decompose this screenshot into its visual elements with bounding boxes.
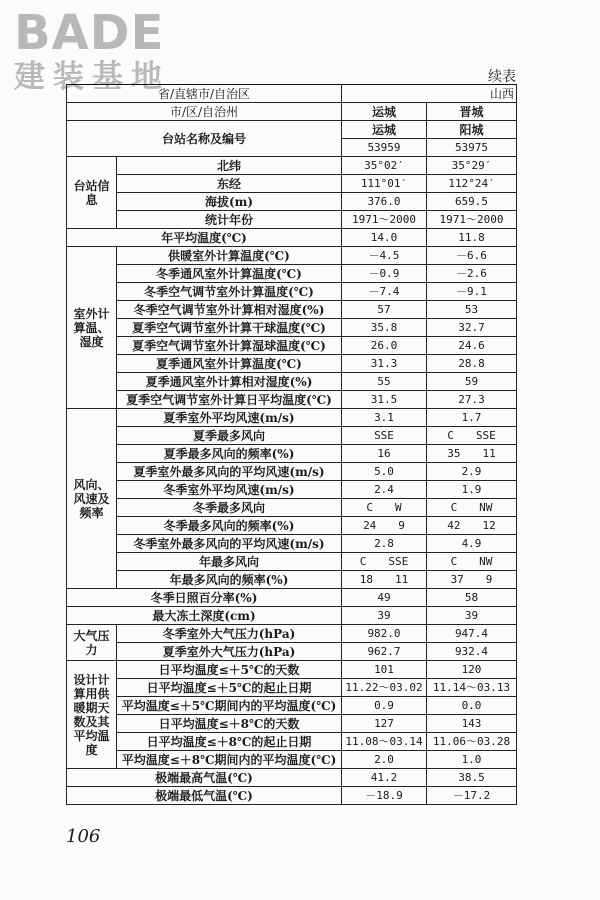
- table-row: [67, 463, 517, 481]
- table-row: [67, 679, 517, 697]
- row-label: 北纬: [117, 157, 342, 175]
- table-row: [67, 283, 517, 301]
- table-row: [67, 391, 517, 409]
- row-label: 年最多风向的频率(%): [117, 571, 342, 589]
- value-b: 120: [427, 661, 517, 679]
- city-label: 市/区/自治州: [67, 103, 342, 121]
- table-row: [67, 733, 517, 751]
- value-b: 4.9: [427, 535, 517, 553]
- table-row: [67, 409, 517, 427]
- table-row: [67, 193, 517, 211]
- table-row: [67, 211, 517, 229]
- row-label: 冬季最多风向: [117, 499, 342, 517]
- value-b: C SSE: [427, 427, 517, 445]
- value-a: 31.3: [342, 355, 427, 373]
- value-b: 42 12: [427, 517, 517, 535]
- group-station-info: 台站信息: [67, 157, 117, 229]
- value-b: 59: [427, 373, 517, 391]
- value-b: 1.7: [427, 409, 517, 427]
- table-row: [67, 229, 517, 247]
- table-row: [67, 247, 517, 265]
- row-label: 供暖室外计算温度(℃): [117, 247, 342, 265]
- value-b: 27.3: [427, 391, 517, 409]
- value-b: 2.9: [427, 463, 517, 481]
- group-heating: 设计计算用供暖期天数及其平均温度: [67, 661, 117, 769]
- value-a: 1971～2000: [342, 211, 427, 229]
- value-b: 11.06～03.28: [427, 733, 517, 751]
- table-row: [67, 751, 517, 769]
- row-label: 东经: [117, 175, 342, 193]
- table-row: [67, 301, 517, 319]
- value-b: 35°29′: [427, 157, 517, 175]
- value-a: －7.4: [342, 283, 427, 301]
- table-row: [67, 661, 517, 679]
- row-label: 日平均温度≤＋5℃的起止日期: [117, 679, 342, 697]
- group-pressure: 大气压力: [67, 625, 117, 661]
- table-row: [67, 85, 517, 103]
- logo-mark: BADE: [14, 5, 165, 61]
- table-row: [67, 121, 517, 139]
- row-label: 日平均温度≤＋5℃的天数: [117, 661, 342, 679]
- row-label: 夏季通风室外计算相对湿度(%): [117, 373, 342, 391]
- row-label: 日平均温度≤＋8℃的天数: [117, 715, 342, 733]
- page-number: 106: [66, 826, 101, 847]
- value-a: 57: [342, 301, 427, 319]
- value-a: 11.08～03.14: [342, 733, 427, 751]
- value-b: 39: [427, 607, 517, 625]
- value-a: 376.0: [342, 193, 427, 211]
- row-label: 年最多风向: [117, 553, 342, 571]
- table-row: [67, 517, 517, 535]
- table-row: [67, 769, 517, 787]
- row-label: 冬季通风室外计算温度(℃): [117, 265, 342, 283]
- value-b: 143: [427, 715, 517, 733]
- table-row: [67, 589, 517, 607]
- table-row: [67, 103, 517, 121]
- group-wind: 风向、风速及频率: [67, 409, 117, 589]
- value-a: 982.0: [342, 625, 427, 643]
- value-b: 1971～2000: [427, 211, 517, 229]
- value-a: C W: [342, 499, 427, 517]
- value-a: 2.8: [342, 535, 427, 553]
- table-row: [67, 607, 517, 625]
- station-b-id: 53975: [427, 139, 517, 157]
- station-a-id: 53959: [342, 139, 427, 157]
- table-row: [67, 355, 517, 373]
- table-row: [67, 319, 517, 337]
- logo-subtitle: 建装基地: [14, 59, 170, 95]
- table-row: [67, 427, 517, 445]
- value-b: 659.5: [427, 193, 517, 211]
- row-label: 最大冻土深度(cm): [67, 607, 342, 625]
- row-label: 夏季空气调节室外计算日平均温度(℃): [117, 391, 342, 409]
- value-b: 58: [427, 589, 517, 607]
- value-b: 32.7: [427, 319, 517, 337]
- value-a: 24 9: [342, 517, 427, 535]
- table-row: [67, 643, 517, 661]
- value-a: 31.5: [342, 391, 427, 409]
- station-b-name: 阳城: [427, 121, 517, 139]
- climate-table: [66, 84, 517, 805]
- table-row: [67, 787, 517, 805]
- group-outdoor-temp: 室外计算温、湿度: [67, 247, 117, 409]
- row-label: 平均温度≤＋5℃期间内的平均温度(℃): [117, 697, 342, 715]
- table-row: [67, 625, 517, 643]
- city-b: 晋城: [427, 103, 517, 121]
- table-row: [67, 715, 517, 733]
- value-a: 18 11: [342, 571, 427, 589]
- row-label: 夏季最多风向的频率(%): [117, 445, 342, 463]
- value-b: 112°24′: [427, 175, 517, 193]
- value-a: 5.0: [342, 463, 427, 481]
- value-a: 0.9: [342, 697, 427, 715]
- row-label: 极端最高气温(℃): [67, 769, 342, 787]
- value-a: 16: [342, 445, 427, 463]
- table-row: [67, 571, 517, 589]
- value-a: －0.9: [342, 265, 427, 283]
- table-row: [67, 265, 517, 283]
- value-a: －4.5: [342, 247, 427, 265]
- row-label: 冬季空气调节室外计算相对湿度(%): [117, 301, 342, 319]
- value-a: 3.1: [342, 409, 427, 427]
- station-label: 台站名称及编号: [67, 121, 342, 157]
- value-b: 0.0: [427, 697, 517, 715]
- row-label: 夏季最多风向: [117, 427, 342, 445]
- value-a: 41.2: [342, 769, 427, 787]
- value-a: 11.22～03.02: [342, 679, 427, 697]
- row-label: 极端最低气温(℃): [67, 787, 342, 805]
- value-a: 111°01′: [342, 175, 427, 193]
- value-b: 1.0: [427, 751, 517, 769]
- province-value: 山西: [342, 85, 517, 103]
- row-label: 夏季室外大气压力(hPa): [117, 643, 342, 661]
- value-a: 14.0: [342, 229, 427, 247]
- table-row: [67, 535, 517, 553]
- value-b: －6.6: [427, 247, 517, 265]
- value-a: 2.4: [342, 481, 427, 499]
- value-a: 49: [342, 589, 427, 607]
- value-b: 37 9: [427, 571, 517, 589]
- table-row: [67, 337, 517, 355]
- row-label: 夏季空气调节室外计算湿球温度(℃): [117, 337, 342, 355]
- value-b: 38.5: [427, 769, 517, 787]
- value-b: 947.4: [427, 625, 517, 643]
- value-a: 127: [342, 715, 427, 733]
- row-label: 日平均温度≤＋8℃的起止日期: [117, 733, 342, 751]
- value-b: 28.8: [427, 355, 517, 373]
- row-label: 夏季室外最多风向的平均风速(m/s): [117, 463, 342, 481]
- value-b: 932.4: [427, 643, 517, 661]
- value-a: 962.7: [342, 643, 427, 661]
- value-a: C SSE: [342, 553, 427, 571]
- table-row: [67, 481, 517, 499]
- row-label: 冬季日照百分率(%): [67, 589, 342, 607]
- station-a-name: 运城: [342, 121, 427, 139]
- row-label: 海拔(m): [117, 193, 342, 211]
- value-a: 39: [342, 607, 427, 625]
- value-b: C NW: [427, 499, 517, 517]
- value-a: 35°02′: [342, 157, 427, 175]
- value-a: 101: [342, 661, 427, 679]
- row-label: 年平均温度(℃): [67, 229, 342, 247]
- continued-label: 续表: [488, 69, 516, 85]
- row-label: 夏季空气调节室外计算干球温度(℃): [117, 319, 342, 337]
- table-row: [67, 373, 517, 391]
- row-label: 冬季室外平均风速(m/s): [117, 481, 342, 499]
- value-b: C NW: [427, 553, 517, 571]
- value-b: 1.9: [427, 481, 517, 499]
- value-a: 55: [342, 373, 427, 391]
- row-label: 冬季最多风向的频率(%): [117, 517, 342, 535]
- value-b: －2.6: [427, 265, 517, 283]
- value-a: 2.0: [342, 751, 427, 769]
- value-b: 53: [427, 301, 517, 319]
- value-a: SSE: [342, 427, 427, 445]
- value-b: －17.2: [427, 787, 517, 805]
- row-label: 冬季室外最多风向的平均风速(m/s): [117, 535, 342, 553]
- table-row: [67, 697, 517, 715]
- value-b: 35 11: [427, 445, 517, 463]
- value-a: －18.9: [342, 787, 427, 805]
- row-label: 平均温度≤＋8℃期间内的平均温度(℃): [117, 751, 342, 769]
- row-label: 夏季通风室外计算温度(℃): [117, 355, 342, 373]
- value-a: 26.0: [342, 337, 427, 355]
- city-a: 运城: [342, 103, 427, 121]
- row-label: 统计年份: [117, 211, 342, 229]
- value-b: 11.8: [427, 229, 517, 247]
- province-label: 省/直辖市/自治区: [67, 85, 342, 103]
- table-row: [67, 175, 517, 193]
- table-row: [67, 157, 517, 175]
- value-b: －9.1: [427, 283, 517, 301]
- row-label: 冬季室外大气压力(hPa): [117, 625, 342, 643]
- climate-table-wrapper: [66, 84, 516, 805]
- logo: [14, 5, 184, 95]
- value-b: 11.14～03.13: [427, 679, 517, 697]
- row-label: 夏季室外平均风速(m/s): [117, 409, 342, 427]
- value-a: 35.8: [342, 319, 427, 337]
- table-row: [67, 499, 517, 517]
- row-label: 冬季空气调节室外计算温度(℃): [117, 283, 342, 301]
- table-row: [67, 445, 517, 463]
- table-row: [67, 553, 517, 571]
- value-b: 24.6: [427, 337, 517, 355]
